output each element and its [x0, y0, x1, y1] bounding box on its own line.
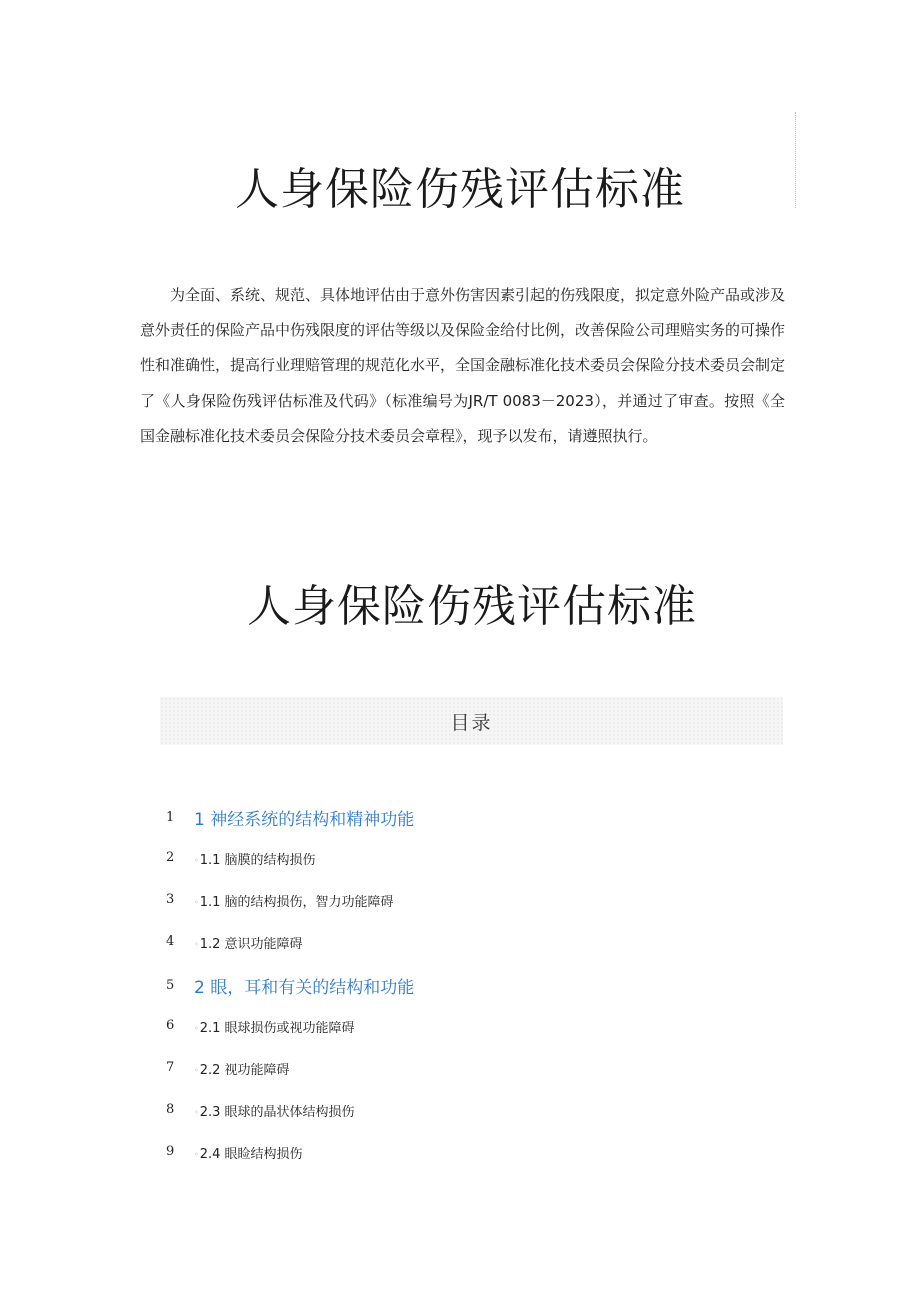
intro-text-part1: 为全面、系统、规范、具体地评估由于意外伤害因素引起的伤残限度，拟定意外险产品或涉及意外责任的保险产品中伤残限度的评估等级以及保险金给付比例，改善保险公司理赔实务的可操作性和准确性，提高行业理赔管理的规范化水平，全国金融标准化技术委员会保险分技术委员会制定了《人身保险伤残评估标准及代码》（标准编号为	[140, 286, 786, 410]
toc-heading: 目录	[450, 711, 493, 734]
toc-chapter-link[interactable]	[194, 973, 414, 998]
toc-item[interactable]	[0, 796, 920, 836]
page-title: 人身保险伤残评估标准	[235, 164, 685, 215]
toc-item-label: 1 神经系统的结构和精神功能	[194, 810, 415, 830]
toc-item[interactable]	[0, 1132, 920, 1172]
toc-section-link[interactable]	[194, 1059, 290, 1078]
toc-item-number: 5	[166, 978, 175, 993]
toc-item-number: 8	[166, 1102, 175, 1117]
toc-item-label: 2.1 眼球损伤或视功能障碍	[199, 1021, 355, 1036]
intro-paragraph	[140, 278, 785, 454]
toc-item-label: 1.1 脑的结构损伤，智力功能障碍	[199, 895, 394, 910]
toc-item-number: 7	[166, 1060, 175, 1075]
toc-item-label: 1.2 意识功能障碍	[199, 937, 303, 952]
toc-item-number: 9	[166, 1144, 175, 1159]
toc-item-label: 2.4 眼睑结构损伤	[199, 1147, 303, 1162]
toc-item[interactable]	[0, 922, 920, 962]
toc-section-link[interactable]	[194, 933, 303, 952]
toc-item[interactable]	[0, 1048, 920, 1088]
toc-item-number: 6	[166, 1018, 175, 1033]
toc-header	[160, 697, 783, 745]
bullet-icon: ◦	[194, 1066, 199, 1075]
toc-item-number: 4	[166, 934, 175, 949]
bullet-icon: ◦	[194, 940, 199, 949]
standard-code: JR/T 0083－2023	[468, 391, 594, 410]
toc-section-link[interactable]	[194, 1017, 355, 1036]
bullet-icon: ◦	[194, 1108, 199, 1117]
toc-item-number: 2	[166, 850, 175, 865]
toc-item-label: 2.3 眼球的晶状体结构损伤	[199, 1105, 355, 1120]
bullet-icon: ◦	[194, 856, 199, 865]
toc-section-link[interactable]	[194, 1101, 355, 1120]
intro-text-part2: ），并通过了审查。按照《全国金融标准化技术委员会保险分技术委员会章程》，现予以发布，请遵照执行。	[140, 391, 785, 445]
toc-item-label: 2.2 视功能障碍	[199, 1063, 290, 1078]
toc-item[interactable]	[0, 964, 920, 1004]
toc-item-label: 2 眼，耳和有关的结构和功能	[194, 978, 415, 998]
section-title: 人身保险伤残评估标准	[247, 581, 697, 632]
toc-item[interactable]	[0, 1090, 920, 1130]
toc-item[interactable]	[0, 880, 920, 920]
toc-item[interactable]	[0, 1006, 920, 1046]
toc-item-number: 3	[166, 892, 175, 907]
bullet-icon: ◦	[194, 898, 199, 907]
toc-item-number: 1	[166, 810, 175, 825]
toc-section-link[interactable]	[194, 1143, 303, 1162]
bullet-icon: ◦	[194, 1024, 199, 1033]
toc-item[interactable]	[0, 838, 920, 878]
toc-section-link[interactable]	[194, 849, 316, 868]
toc-section-link[interactable]	[194, 891, 394, 910]
toc-chapter-link[interactable]	[194, 805, 414, 830]
toc-item-label: 1.1 脑膜的结构损伤	[199, 853, 316, 868]
bullet-icon: ◦	[194, 1150, 199, 1159]
